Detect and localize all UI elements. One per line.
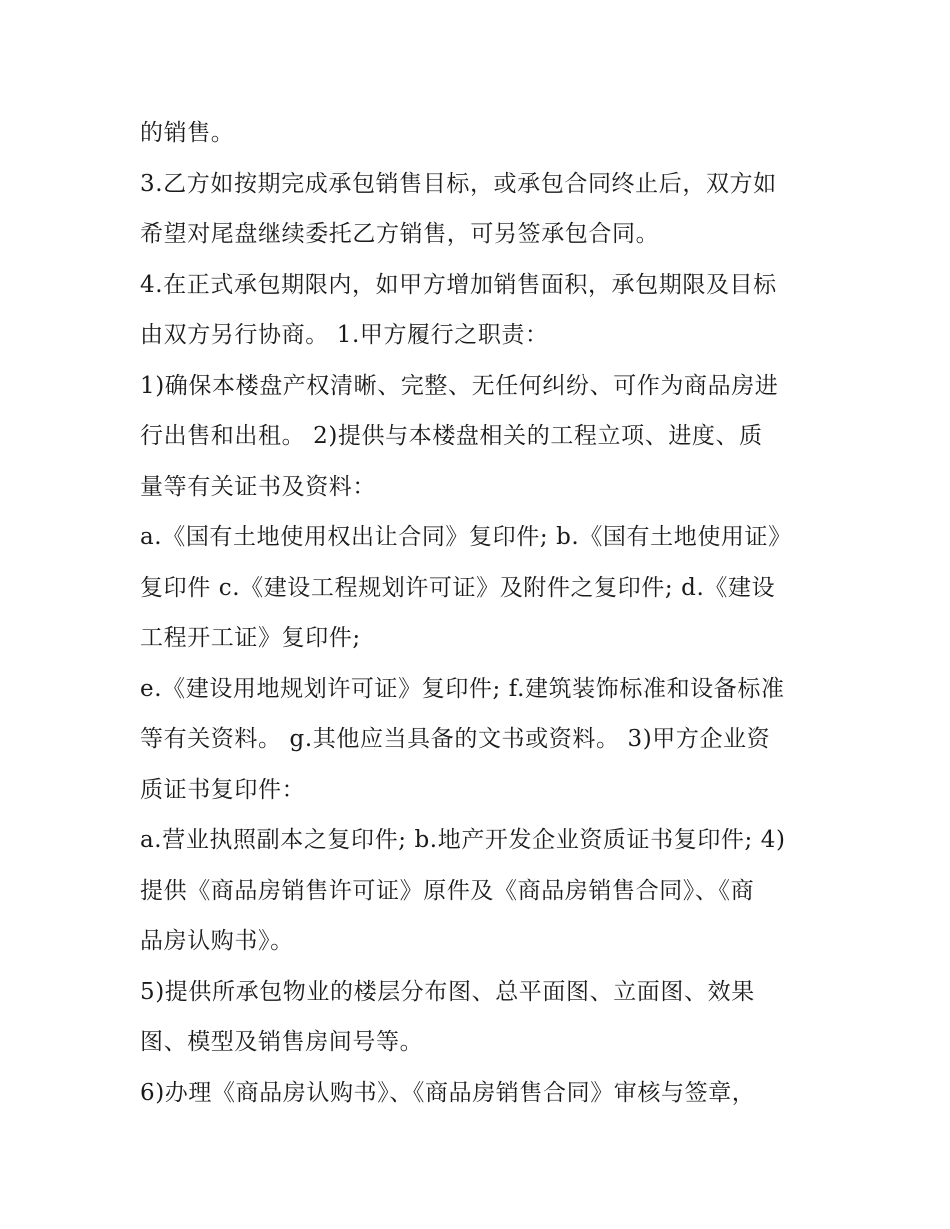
text-line: 6)办理《商品房认购书》、《商品房销售合同》审核与签章， [140, 1079, 756, 1106]
text-line: a.《国有土地使用权出让合同》复印件; b.《国有土地使用证》 [140, 524, 792, 550]
text-line: 复印件 c.《建设工程规划许可证》及附件之复印件; d.《建设 [140, 574, 776, 601]
text-line: 量等有关证书及资料： [140, 473, 376, 500]
text-line: 行出售和出租。 2)提供与本楼盘相关的工程立项、进度、质 [140, 423, 763, 449]
text-line: a.营业执照副本之复印件; b.地产开发企业资质证书复印件; 4) [140, 827, 786, 853]
text-line: 1)确保本楼盘产权清晰、完整、无任何纠纷、可作为商品房进 [140, 372, 779, 399]
text-line: 等有关资料。 g.其他应当具备的文书或资料。 3)甲方企业资 [140, 726, 771, 752]
text-line: 质证书复印件： [140, 776, 306, 803]
text-line: 4.在正式承包期限内，如甲方增加销售面积，承包期限及目标 [140, 271, 777, 298]
document-body [140, 108, 820, 1118]
text-line: 的销售。 [140, 120, 235, 146]
text-line: 3.乙方如按期完成承包销售目标，或承包合同终止后，双方如 [140, 170, 777, 197]
text-line: 提供《商品房销售许可证》原件及《商品房销售合同》、《商 [140, 877, 755, 904]
text-line: 品房认购书》。 [140, 928, 294, 954]
text-line: 5)提供所承包物业的楼层分布图、总平面图、立面图、效果 [140, 978, 755, 1005]
text-line: e.《建设用地规划许可证》复印件; f.建筑装饰标准和设备标准 [140, 675, 785, 702]
text-line: 希望对尾盘继续委托乙方销售，可另签承包合同。 [140, 221, 660, 247]
text-line: 由双方另行协商。 1.甲方履行之职责： [140, 322, 549, 348]
text-line: 图、模型及销售房间号等。 [140, 1029, 424, 1055]
text-line: 工程开工证》复印件; [140, 625, 361, 651]
